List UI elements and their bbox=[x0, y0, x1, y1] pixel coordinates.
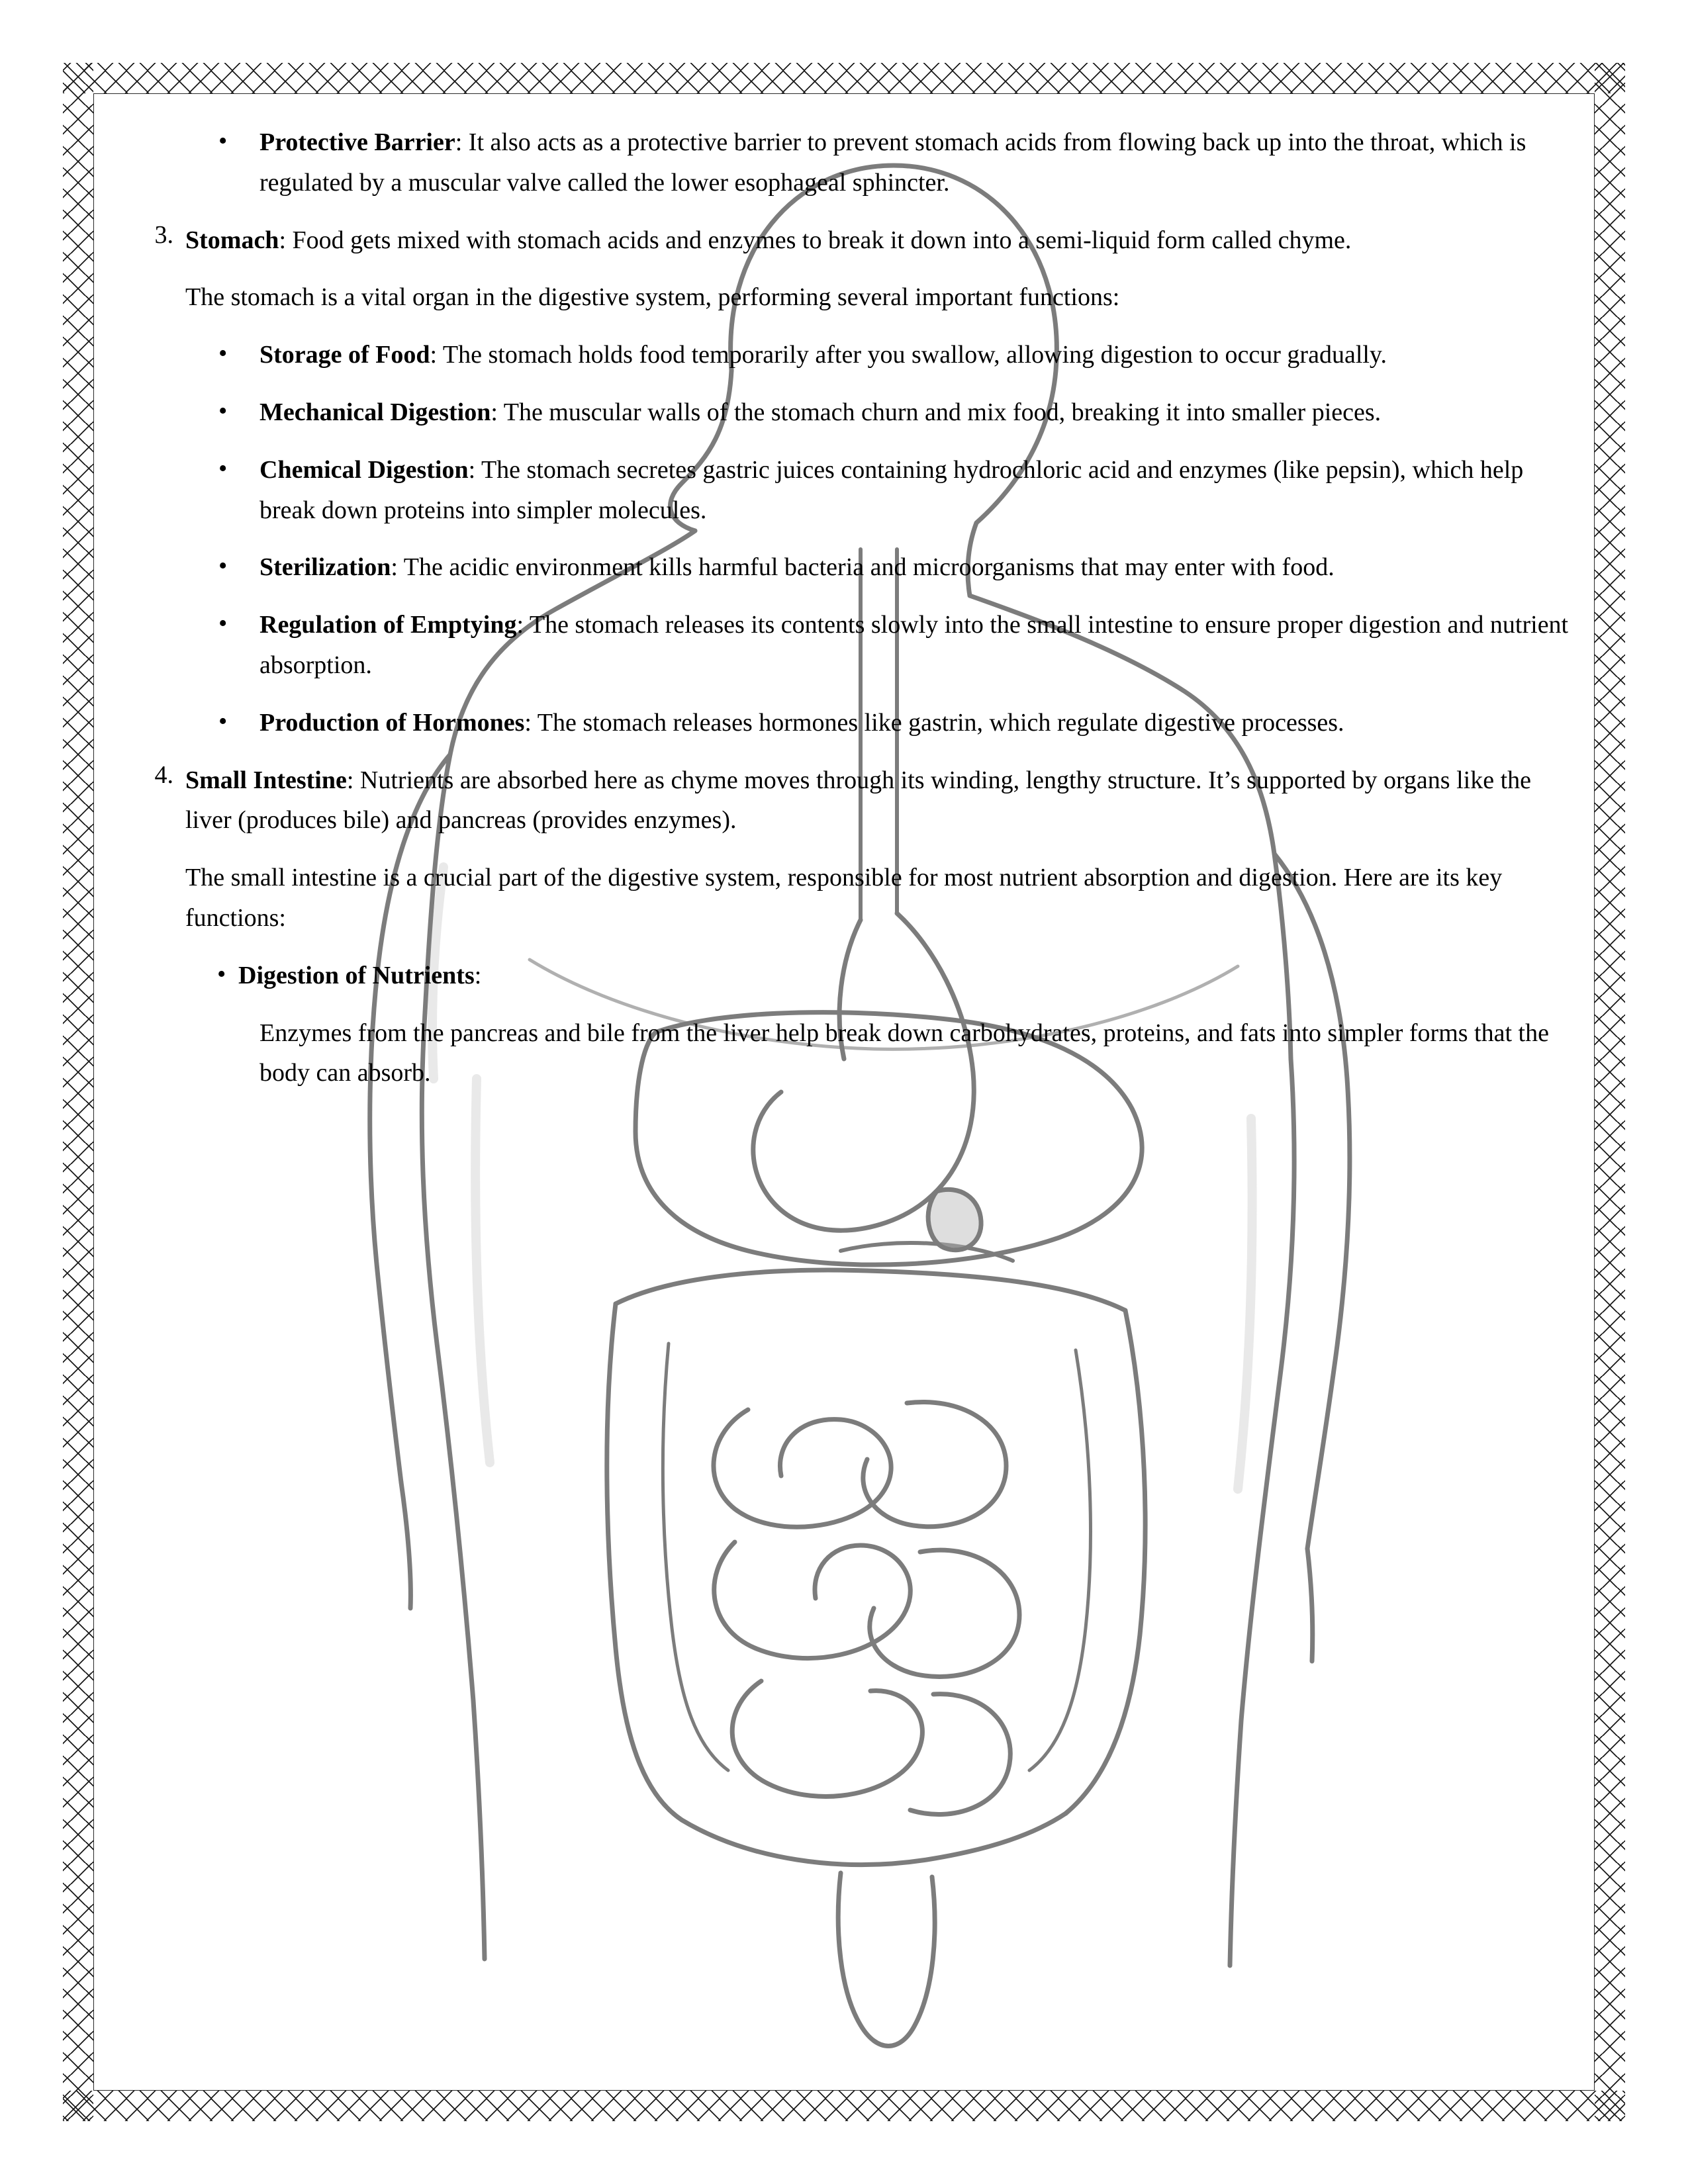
list-item-text bbox=[259, 335, 1582, 375]
list-item-body: : bbox=[474, 961, 482, 989]
border-band-top bbox=[63, 63, 1625, 93]
list-item-lead: Production of Hormones bbox=[259, 708, 525, 737]
list-item-lead: Sterilization bbox=[259, 553, 391, 582]
bullet-glyph: • bbox=[218, 707, 228, 735]
list-item-body: : The stomach holds food temporarily after you swallow, allowing digestion to occur gradually. bbox=[430, 341, 1387, 369]
numbered-item-stomach bbox=[139, 220, 1582, 261]
list-item-text bbox=[259, 392, 1582, 433]
list-item-body: : The acidic environment kills harmful bacteria and microorganisms that may enter with food. bbox=[391, 553, 1335, 582]
list-item-body: : The stomach releases its contents slowly into the small intestine to ensure proper digestion and nutrient absorption. bbox=[259, 611, 1569, 679]
list-item-lead: Digestion of Nutrients bbox=[238, 961, 475, 989]
paragraph-small-intestine-intro: The small intestine is a crucial part of the digestive system, responsible for most nutrient absorption and digestion. Here are its key functions: bbox=[185, 864, 1503, 932]
list-number: 3. bbox=[154, 220, 173, 249]
list-item-lead: Protective Barrier bbox=[259, 128, 455, 156]
bullet-glyph: • bbox=[217, 960, 226, 988]
list-item bbox=[139, 335, 1582, 375]
border-band-right bbox=[1595, 63, 1625, 2121]
bullet-glyph: • bbox=[218, 454, 228, 482]
numbered-item-body: : Nutrients are absorbed here as chyme moves through its winding, lengthy structure. It’s supported by organs like the liver (produces bile) and pancreas (provides enzymes). bbox=[185, 766, 1531, 835]
document-body bbox=[139, 122, 1582, 1111]
numbered-item-small-intestine bbox=[139, 760, 1582, 841]
list-item-text bbox=[259, 605, 1582, 686]
list-item bbox=[139, 547, 1582, 588]
list-item-text bbox=[259, 703, 1582, 743]
list-item-lead: Regulation of Emptying bbox=[259, 611, 517, 639]
numbered-item-lead: Stomach bbox=[185, 226, 279, 254]
border-band-bottom bbox=[63, 2091, 1625, 2121]
numbered-item-lead: Small Intestine bbox=[185, 766, 347, 794]
list-item bbox=[139, 122, 1582, 203]
list-item-text bbox=[259, 547, 1582, 588]
paragraph-digestion-of-nutrients-body: Enzymes from the pancreas and bile from the liver help break down carbohydrates, proteins, and fats into simpler forms that the body can absorb. bbox=[259, 1019, 1549, 1087]
list-item-text bbox=[238, 956, 1582, 996]
numbered-item-body: : Food gets mixed with stomach acids and enzymes to break it down into a semi-liquid form called chyme. bbox=[279, 226, 1352, 254]
list-number: 4. bbox=[154, 760, 173, 789]
list-item-body: : The muscular walls of the stomach churn and mix food, breaking it into smaller pieces. bbox=[491, 398, 1382, 426]
list-item bbox=[139, 392, 1582, 433]
bullet-glyph: • bbox=[218, 552, 228, 580]
list-item-digestion-of-nutrients bbox=[139, 956, 1582, 996]
border-band-left bbox=[63, 63, 93, 2121]
bullet-glyph: • bbox=[218, 396, 228, 425]
bullet-glyph: • bbox=[218, 610, 228, 638]
bullet-glyph: • bbox=[218, 127, 228, 155]
list-item-body: : The stomach secretes gastric juices containing hydrochloric acid and enzymes (like pepsin), which help break down proteins into simpler molecules. bbox=[259, 455, 1524, 524]
numbered-item-text bbox=[185, 220, 1582, 261]
numbered-item-text bbox=[185, 760, 1582, 841]
list-item-lead: Mechanical Digestion bbox=[259, 398, 491, 426]
list-item bbox=[139, 605, 1582, 686]
list-item-body: : The stomach releases hormones like gastrin, which regulate digestive processes. bbox=[524, 708, 1344, 737]
list-item-text bbox=[259, 450, 1582, 531]
list-item bbox=[139, 703, 1582, 743]
bullet-glyph: • bbox=[218, 340, 228, 368]
list-item bbox=[139, 450, 1582, 531]
paragraph-stomach-intro: The stomach is a vital organ in the digestive system, performing several important functions: bbox=[185, 283, 1120, 312]
list-item-lead: Storage of Food bbox=[259, 341, 430, 369]
list-item-body: : It also acts as a protective barrier to prevent stomach acids from flowing back up into the throat, which is regulated by a muscular valve called the lower esophageal sphincter. bbox=[259, 128, 1526, 197]
list-item-lead: Chemical Digestion bbox=[259, 455, 469, 484]
list-item-text bbox=[259, 122, 1582, 203]
